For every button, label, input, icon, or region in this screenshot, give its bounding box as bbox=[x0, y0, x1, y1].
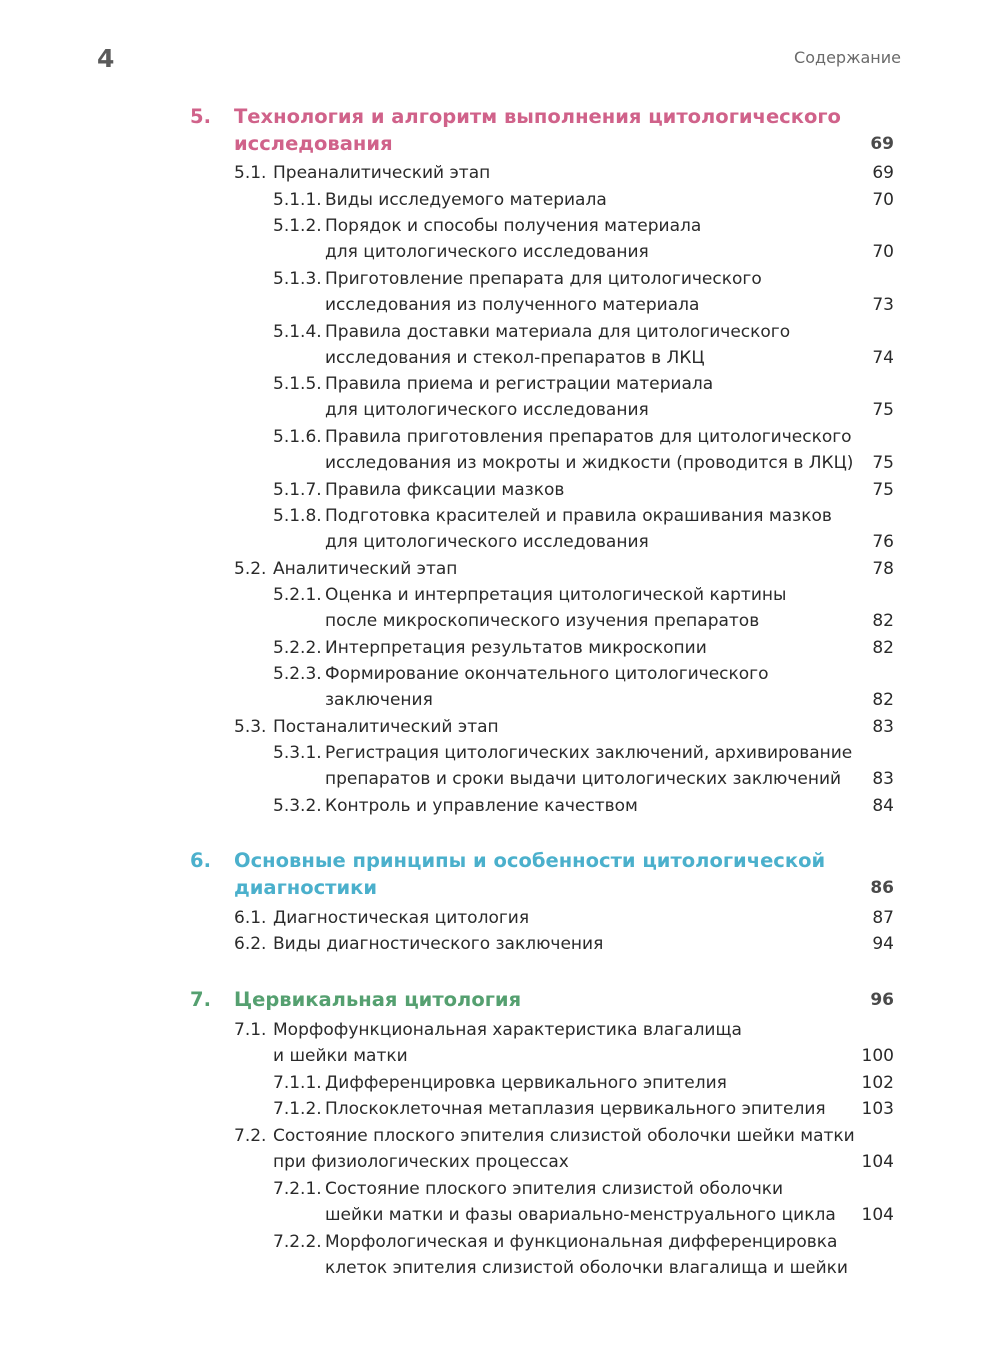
entry-number: 7.1.1. bbox=[273, 1073, 322, 1093]
entry-title: Состояние плоского эпителия слизистой оболочки шейки матки при физиологических процессах bbox=[273, 1126, 855, 1173]
entry-page-number: 82 bbox=[872, 611, 894, 632]
chapter-title: Основные принципы и особенности цитологической диагностики bbox=[234, 849, 826, 899]
chapter-title: Технология и алгоритм выполнения цитологического исследования bbox=[234, 105, 841, 155]
entry-title: Приготовление препарата для цитологического исследования из полученного материала bbox=[325, 269, 762, 316]
entry-title: Правила доставки материала для цитологического исследования и стекол-препаратов в ЛКЦ bbox=[325, 322, 791, 369]
entry-title: Постаналитический этап bbox=[273, 717, 499, 737]
entry-page-number: 104 bbox=[861, 1152, 894, 1173]
entry-number: 5.1.7. bbox=[273, 480, 322, 500]
entry-page-number: 70 bbox=[872, 190, 894, 210]
entry-title: Правила фиксации мазков bbox=[325, 480, 565, 500]
entry-page-number: 83 bbox=[872, 769, 894, 790]
chapter-number: 5. bbox=[190, 105, 211, 128]
entry-number: 5.3. bbox=[234, 717, 267, 737]
entry-title: Морфологическая и функциональная дифференцировка клеток эпителия слизистой оболочки влагалища и шейки bbox=[325, 1232, 848, 1279]
chapter-page-number: 96 bbox=[870, 990, 894, 1010]
running-head: Содержание bbox=[794, 48, 901, 67]
entry-number: 5.1.2. bbox=[273, 216, 322, 236]
entry-title: Плоскоклеточная метаплазия цервикального эпителия bbox=[325, 1099, 826, 1119]
chapter-page-number: 86 bbox=[870, 877, 894, 898]
chapter-number: 6. bbox=[190, 849, 211, 872]
entry-page-number: 69 bbox=[872, 163, 894, 183]
entry-number: 5.3.1. bbox=[273, 743, 322, 763]
entry-number: 5.1.8. bbox=[273, 506, 322, 526]
entry-page-number: 75 bbox=[872, 480, 894, 500]
entry-page-number: 76 bbox=[872, 532, 894, 553]
entry-title: Подготовка красителей и правила окрашивания мазков для цитологического исследования bbox=[325, 506, 832, 553]
entry-number: 5.1.6. bbox=[273, 427, 322, 447]
entry-title: Правила приема и регистрации материала для цитологического исследования bbox=[325, 374, 714, 421]
entry-title: Формирование окончательного цитологического заключения bbox=[325, 664, 769, 711]
entry-title: Морфофункциональная характеристика влагалища и шейки матки bbox=[273, 1020, 742, 1067]
chapter-number: 7. bbox=[190, 988, 211, 1011]
entry-page-number: 84 bbox=[872, 796, 894, 816]
entry-title: Виды исследуемого материала bbox=[325, 190, 607, 210]
entry-page-number: 94 bbox=[872, 934, 894, 954]
entry-title: Интерпретация результатов микроскопии bbox=[325, 638, 707, 658]
entry-page-number: 104 bbox=[861, 1205, 894, 1226]
entry-title: Состояние плоского эпителия слизистой оболочки шейки матки и фазы овариально-менструального цикла bbox=[325, 1179, 836, 1226]
entry-number: 5.2.1. bbox=[273, 585, 322, 605]
entry-page-number: 103 bbox=[861, 1099, 894, 1119]
entry-title: Оценка и интерпретация цитологической картины после микроскопического изучения препаратов bbox=[325, 585, 787, 632]
entry-number: 5.2.2. bbox=[273, 638, 322, 658]
entry-number: 5.1.4. bbox=[273, 322, 322, 342]
entry-number: 7.2.1. bbox=[273, 1179, 322, 1199]
entry-number: 5.3.2. bbox=[273, 796, 322, 816]
entry-page-number: 82 bbox=[872, 638, 894, 658]
entry-title: Регистрация цитологических заключений, архивирование препаратов и сроки выдачи цитологических заключений bbox=[325, 743, 853, 790]
entry-number: 5.1. bbox=[234, 163, 267, 183]
chapter-page-number: 69 bbox=[870, 133, 894, 154]
entry-number: 5.1.3. bbox=[273, 269, 322, 289]
entry-number: 7.2.2. bbox=[273, 1232, 322, 1252]
entry-number: 5.1.5. bbox=[273, 374, 322, 394]
entry-page-number: 73 bbox=[872, 295, 894, 316]
entry-number: 7.1. bbox=[234, 1020, 267, 1040]
entry-title: Контроль и управление качеством bbox=[325, 796, 638, 816]
entry-title: Дифференцировка цервикального эпителия bbox=[325, 1073, 727, 1093]
entry-page-number: 70 bbox=[872, 242, 894, 263]
chapter-title: Цервикальная цитология bbox=[234, 988, 522, 1011]
entry-number: 6.1. bbox=[234, 908, 267, 928]
entry-title: Правила приготовления препаратов для цитологического исследования из мокроты и жидкости (проводится в ЛКЦ) bbox=[325, 427, 854, 474]
entry-page-number: 75 bbox=[872, 400, 894, 421]
entry-page-number: 83 bbox=[872, 717, 894, 737]
entry-title: Аналитический этап bbox=[273, 559, 458, 579]
entry-page-number: 74 bbox=[872, 348, 894, 369]
entry-title: Диагностическая цитология bbox=[273, 908, 530, 928]
entry-page-number: 87 bbox=[872, 908, 894, 928]
entry-number: 7.1.2. bbox=[273, 1099, 322, 1119]
entry-number: 5.2. bbox=[234, 559, 267, 579]
entry-title: Порядок и способы получения материала для цитологического исследования bbox=[325, 216, 702, 263]
entry-page-number: 78 bbox=[872, 559, 894, 579]
page-number: 4 bbox=[97, 44, 115, 73]
entry-number: 5.1.1. bbox=[273, 190, 322, 210]
entry-page-number: 82 bbox=[872, 690, 894, 711]
entry-page-number: 75 bbox=[872, 453, 894, 474]
entry-page-number: 100 bbox=[861, 1046, 894, 1067]
entry-number: 7.2. bbox=[234, 1126, 267, 1146]
entry-title: Преаналитический этап bbox=[273, 163, 491, 183]
entry-number: 6.2. bbox=[234, 934, 267, 954]
entry-title: Виды диагностического заключения bbox=[273, 934, 604, 954]
entry-number: 5.2.3. bbox=[273, 664, 322, 684]
entry-page-number: 102 bbox=[861, 1073, 894, 1093]
